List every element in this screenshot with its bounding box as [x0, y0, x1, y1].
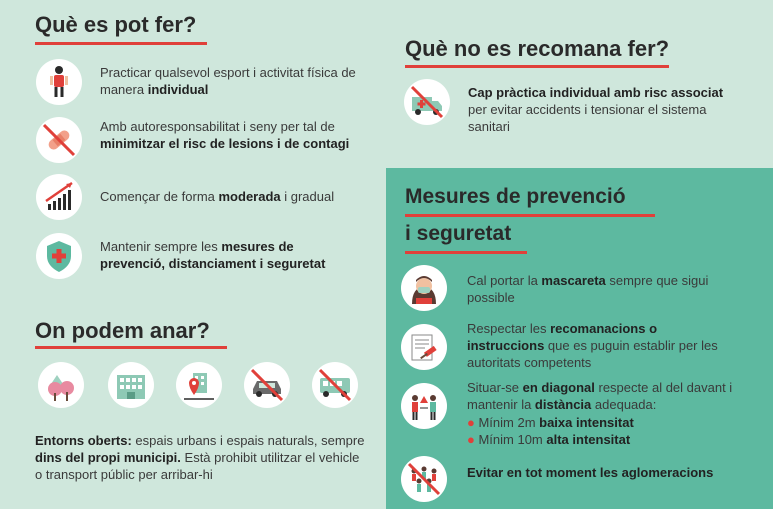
not-recommended-item: Cap pràctica individual amb risc associat per evitar accidents i tensionar el sistema sanitari — [468, 85, 724, 134]
title-underline — [405, 65, 669, 68]
gavel-document-icon — [401, 324, 447, 370]
prevention-title-line-2: i seguretat — [405, 222, 512, 245]
section-title-not-recommended: Què no es recomana fer? — [405, 36, 670, 61]
prevention-item-1: Cal portar la mascareta sempre que sigui possible — [467, 273, 709, 305]
title-underline — [405, 251, 527, 254]
section-title-can-do: Què es pot fer? — [35, 12, 197, 37]
can-do-item-1: Practicar qualsevol esport i activitat física de manera individual — [100, 65, 356, 97]
can-do-item-3: Començar de forma moderada i gradual — [100, 189, 335, 204]
map-pin-city-icon — [176, 362, 222, 408]
prevention-item-3: Situar-se en diagonal respecte al del davant i mantenir la distància adequada: — [467, 380, 733, 412]
title-underline — [35, 346, 227, 349]
shield-cross-icon — [36, 233, 82, 279]
car-crossed-icon — [244, 362, 290, 408]
growth-chart-icon — [36, 174, 82, 220]
trees-icon — [38, 362, 84, 408]
can-do-item-2: Amb autoresponsabilitat i seny per tal de minimitzar el risc de lesions i de contagi — [100, 119, 350, 151]
runner-icon — [36, 59, 82, 105]
distance-list-item: ● Mínim 10m alta intensitat — [467, 432, 631, 447]
title-underline — [405, 214, 655, 217]
buildings-icon — [108, 362, 154, 408]
face-mask-icon — [401, 265, 447, 311]
distance-people-icon — [401, 383, 447, 429]
can-do-item-4: Mantenir sempre les mesures de prevenció, distanciament i seguretat — [100, 239, 326, 271]
distance-list-item: ● Mínim 2m baixa intensitat — [467, 415, 634, 430]
prevention-item-2: Respectar les recomanacions o instruccions que es puguin establir per les autoritats competents — [467, 321, 718, 370]
prevention-title-line-1: Mesures de prevenció — [405, 185, 626, 208]
title-underline — [35, 42, 207, 45]
where-description: Entorns oberts: espais urbans i espais naturals, sempre dins del propi municipi. Està prohibit utilitzar el vehicle o transport públic per arribar-hi — [35, 433, 365, 482]
bus-crossed-icon — [312, 362, 358, 408]
bandage-crossed-icon — [36, 117, 82, 163]
prevention-item-4: Evitar en tot moment les aglomeracions — [467, 465, 714, 480]
ambulance-crossed-icon — [404, 79, 450, 125]
section-title-where: On podem anar? — [35, 318, 210, 343]
crowd-crossed-icon — [401, 456, 447, 502]
